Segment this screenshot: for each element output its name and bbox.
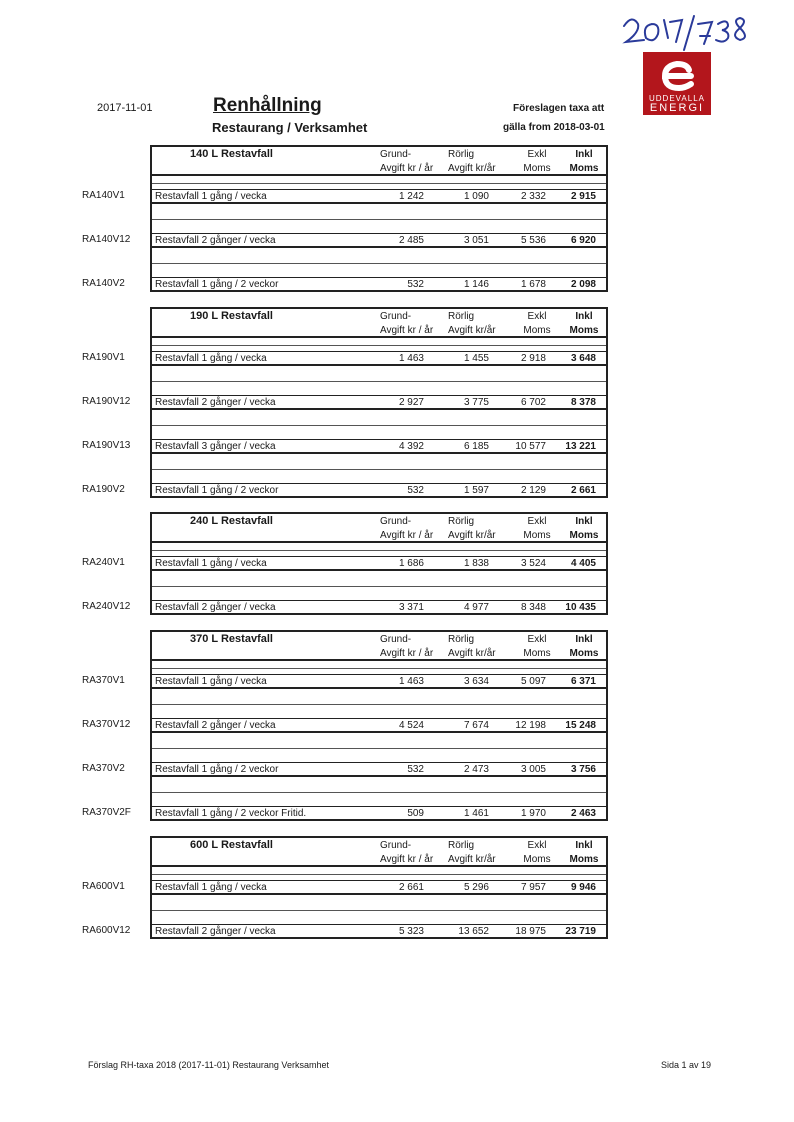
column-header-exkl: [520, 839, 554, 867]
table-row: [150, 674, 608, 689]
row-divider: [152, 586, 606, 587]
cell-exkl: 10 577: [515, 441, 546, 452]
cell-inkl: 4 405: [570, 558, 596, 569]
cell-exkl: 7 957: [520, 882, 546, 893]
column-header-line: Moms: [569, 648, 599, 659]
cell-desc: Restavfall 2 gånger / vecka: [155, 602, 276, 613]
cell-desc: Restavfall 2 gånger / vecka: [155, 235, 276, 246]
row-divider: [152, 263, 606, 264]
section-header: [150, 145, 608, 176]
column-header-inkl: [566, 515, 602, 543]
column-header-line: Grund-: [380, 634, 412, 645]
cell-inkl: 2 915: [570, 191, 596, 202]
column-header-line: Moms: [523, 854, 551, 865]
cell-inkl: 2 661: [570, 485, 596, 496]
section-header: [150, 836, 608, 867]
page-number: Sida 1 av 19: [661, 1060, 712, 1070]
cell-rorlig: 1 597: [463, 485, 489, 496]
row-divider: [152, 183, 606, 184]
cell-grund: 509: [407, 808, 424, 819]
row-divider: [152, 910, 606, 911]
table-row: [150, 924, 608, 939]
cell-grund: 1 686: [398, 558, 424, 569]
cell-exkl: 6 702: [520, 397, 546, 408]
row-spacer: [150, 204, 608, 233]
cell-inkl: 15 248: [565, 720, 596, 731]
column-header-line: Inkl: [575, 311, 593, 322]
column-header-rorlig: [448, 148, 496, 176]
rate-code: RA190V12: [82, 396, 131, 407]
column-header-exkl: [520, 515, 554, 543]
column-header-line: Grund-: [380, 311, 412, 322]
cell-grund: 532: [407, 485, 424, 496]
row-divider: [152, 550, 606, 551]
document-date: 2017-11-01: [97, 102, 153, 114]
column-header-line: Exkl: [527, 840, 547, 851]
proposal-line-2: gälla from 2018-03-01: [503, 122, 605, 133]
table-row: [150, 600, 608, 615]
column-header-line: Rörlig: [448, 516, 475, 527]
rate-code: RA140V1: [82, 190, 125, 201]
cell-exkl: 3 524: [520, 558, 546, 569]
row-spacer: [150, 867, 608, 880]
cell-rorlig: 1 146: [463, 279, 489, 290]
column-header-exkl: [520, 633, 554, 661]
cell-exkl: 1 678: [520, 279, 546, 290]
column-header-line: Exkl: [527, 149, 547, 160]
rate-code: RA240V12: [82, 601, 131, 612]
cell-rorlig: 3 775: [463, 397, 489, 408]
cell-exkl: 12 198: [515, 720, 546, 731]
table-row: [150, 806, 608, 821]
row-divider: [152, 345, 606, 346]
row-divider: [152, 874, 606, 875]
cell-desc: Restavfall 1 gång / vecka: [155, 882, 267, 893]
cell-desc: Restavfall 2 gånger / vecka: [155, 926, 276, 937]
cell-grund: 532: [407, 764, 424, 775]
column-header-line: Inkl: [575, 634, 593, 645]
column-header-line: Grund-: [380, 840, 412, 851]
table-row: [150, 351, 608, 366]
column-header-line: Inkl: [575, 840, 593, 851]
row-spacer: [150, 454, 608, 483]
row-spacer: [150, 661, 608, 674]
column-header-line: Avgift kr / år: [380, 163, 434, 174]
column-header-rorlig: [448, 839, 496, 867]
column-header-grund: [380, 310, 433, 338]
table-row: [150, 189, 608, 204]
cell-grund: 4 524: [398, 720, 424, 731]
cell-exkl: 2 129: [520, 485, 546, 496]
cell-grund: 4 392: [398, 441, 424, 452]
column-header-line: Moms: [523, 325, 551, 336]
cell-grund: 3 371: [398, 602, 424, 613]
rate-code: RA370V2F: [82, 807, 131, 818]
cell-desc: Restavfall 1 gång / vecka: [155, 353, 267, 364]
column-header-line: Inkl: [575, 516, 593, 527]
column-header-rorlig: [448, 633, 496, 661]
row-divider: [152, 748, 606, 749]
column-header-line: Avgift kr / år: [380, 530, 434, 541]
cell-inkl: 9 946: [570, 882, 596, 893]
column-header-line: Avgift kr / år: [380, 325, 434, 336]
cell-inkl: 3 648: [570, 353, 596, 364]
column-header-rorlig: [448, 515, 496, 543]
cell-rorlig: 4 977: [463, 602, 489, 613]
cell-inkl: 6 371: [570, 676, 596, 687]
row-spacer: [150, 895, 608, 924]
cell-grund: 1 242: [398, 191, 424, 202]
column-header-line: Grund-: [380, 149, 412, 160]
rate-code: RA140V2: [82, 278, 125, 289]
column-header-line: Exkl: [527, 516, 547, 527]
rate-code: RA140V12: [82, 234, 131, 245]
cell-desc: Restavfall 1 gång / vecka: [155, 558, 267, 569]
column-header-line: Moms: [569, 530, 599, 541]
row-divider: [152, 668, 606, 669]
rate-code: RA370V2: [82, 763, 125, 774]
cell-inkl: 23 719: [565, 926, 596, 937]
cell-exkl: 5 097: [520, 676, 546, 687]
cell-rorlig: 3 634: [463, 676, 489, 687]
cell-desc: Restavfall 2 gånger / vecka: [155, 397, 276, 408]
cell-grund: 1 463: [398, 353, 424, 364]
column-header-line: Avgift kr/år: [448, 854, 496, 865]
column-header-grund: [380, 515, 433, 543]
column-header-exkl: [520, 310, 554, 338]
rate-code: RA190V13: [82, 440, 131, 451]
section-header: [150, 630, 608, 661]
cell-inkl: 6 920: [570, 235, 596, 246]
cell-rorlig: 6 185: [463, 441, 489, 452]
table-row: [150, 880, 608, 895]
section-header: [150, 307, 608, 338]
column-header-line: Avgift kr / år: [380, 648, 434, 659]
cell-inkl: 10 435: [565, 602, 596, 613]
cell-grund: 532: [407, 279, 424, 290]
rate-code: RA600V12: [82, 925, 131, 936]
column-header-line: Exkl: [527, 311, 547, 322]
cell-rorlig: 7 674: [463, 720, 489, 731]
cell-grund: 2 485: [398, 235, 424, 246]
column-header-line: Rörlig: [448, 149, 475, 160]
rate-code: RA370V1: [82, 675, 125, 686]
cell-grund: 5 323: [398, 926, 424, 937]
logo-line-2: ENERGI: [649, 102, 705, 114]
cell-desc: Restavfall 1 gång / vecka: [155, 676, 267, 687]
row-spacer: [150, 366, 608, 395]
row-divider: [152, 792, 606, 793]
cell-exkl: 18 975: [515, 926, 546, 937]
cell-rorlig: 5 296: [463, 882, 489, 893]
column-header-line: Rörlig: [448, 634, 475, 645]
section-title: 190 L Restavfall: [190, 310, 273, 322]
cell-desc: Restavfall 1 gång / 2 veckor: [155, 279, 279, 290]
column-header-grund: [380, 839, 433, 867]
cell-rorlig: 1 090: [463, 191, 489, 202]
cell-rorlig: 2 473: [463, 764, 489, 775]
cell-desc: Restavfall 2 gånger / vecka: [155, 720, 276, 731]
document-subtitle: Restaurang / Verksamhet: [212, 120, 368, 135]
row-divider: [152, 381, 606, 382]
column-header-grund: [380, 148, 433, 176]
cell-exkl: 2 918: [520, 353, 546, 364]
cell-rorlig: 1 455: [463, 353, 489, 364]
table-row: [150, 483, 608, 498]
column-header-line: Rörlig: [448, 311, 475, 322]
column-header-line: Moms: [569, 325, 599, 336]
column-header-line: Inkl: [575, 149, 593, 160]
cell-inkl: 13 221: [565, 441, 596, 452]
cell-exkl: 8 348: [520, 602, 546, 613]
column-header-line: Avgift kr/år: [448, 530, 496, 541]
column-header-line: Avgift kr/år: [448, 163, 496, 174]
column-header-inkl: [566, 148, 602, 176]
cell-desc: Restavfall 1 gång / 2 veckor: [155, 485, 279, 496]
cell-exkl: 2 332: [520, 191, 546, 202]
column-header-exkl: [520, 148, 554, 176]
table-row: [150, 556, 608, 571]
cell-desc: Restavfall 3 gånger / vecka: [155, 441, 276, 452]
cell-exkl: 3 005: [520, 764, 546, 775]
column-header-line: Avgift kr / år: [380, 854, 434, 865]
cell-rorlig: 13 652: [458, 926, 489, 937]
column-header-inkl: [566, 310, 602, 338]
table-row: [150, 233, 608, 248]
cell-desc: Restavfall 1 gång / 2 veckor: [155, 764, 279, 775]
cell-grund: 2 927: [398, 397, 424, 408]
row-spacer: [150, 543, 608, 556]
row-spacer: [150, 689, 608, 718]
rate-code: RA190V2: [82, 484, 125, 495]
column-header-line: Moms: [569, 854, 599, 865]
cell-desc: Restavfall 1 gång / vecka: [155, 191, 267, 202]
column-header-line: Avgift kr/år: [448, 648, 496, 659]
table-row: [150, 762, 608, 777]
column-header-line: Moms: [569, 163, 599, 174]
cell-inkl: 2 098: [570, 279, 596, 290]
proposal-line-1: Föreslagen taxa att: [513, 103, 605, 114]
row-spacer: [150, 410, 608, 439]
column-header-line: Exkl: [527, 634, 547, 645]
cell-exkl: 5 536: [520, 235, 546, 246]
row-divider: [152, 219, 606, 220]
column-header-rorlig: [448, 310, 496, 338]
section-title: 240 L Restavfall: [190, 515, 273, 527]
column-header-line: Moms: [523, 530, 551, 541]
column-header-inkl: [566, 633, 602, 661]
rate-code: RA240V1: [82, 557, 125, 568]
column-header-line: Moms: [523, 648, 551, 659]
cell-exkl: 1 970: [520, 808, 546, 819]
section-title: 370 L Restavfall: [190, 633, 273, 645]
column-header-line: Avgift kr/år: [448, 325, 496, 336]
table-row: [150, 277, 608, 292]
table-row: [150, 439, 608, 454]
cell-grund: 1 463: [398, 676, 424, 687]
column-header-line: Rörlig: [448, 840, 475, 851]
cell-desc: Restavfall 1 gång / 2 veckor Fritid.: [155, 808, 307, 819]
row-divider: [152, 469, 606, 470]
cell-inkl: 2 463: [570, 808, 596, 819]
row-spacer: [150, 176, 608, 189]
row-divider: [152, 425, 606, 426]
column-header-inkl: [566, 839, 602, 867]
cell-rorlig: 1 461: [463, 808, 489, 819]
cell-rorlig: 1 838: [463, 558, 489, 569]
section-header: [150, 512, 608, 543]
row-spacer: [150, 571, 608, 600]
rate-code: RA600V1: [82, 881, 125, 892]
row-spacer: [150, 248, 608, 277]
cell-rorlig: 3 051: [463, 235, 489, 246]
table-row: [150, 395, 608, 410]
row-spacer: [150, 733, 608, 762]
cell-grund: 2 661: [398, 882, 424, 893]
row-divider: [152, 704, 606, 705]
column-header-grund: [380, 633, 433, 661]
rate-code: RA190V1: [82, 352, 125, 363]
section-title: 600 L Restavfall: [190, 839, 273, 851]
row-spacer: [150, 777, 608, 806]
cell-inkl: 3 756: [570, 764, 596, 775]
logo-line-1: UDDEVALLA: [649, 94, 705, 103]
footer-left: Förslag RH-taxa 2018 (2017-11-01) Restaurang Verksamhet: [88, 1060, 329, 1070]
cell-inkl: 8 378: [570, 397, 596, 408]
section-title: 140 L Restavfall: [190, 148, 273, 160]
table-row: [150, 718, 608, 733]
row-spacer: [150, 338, 608, 351]
document-title: Renhållning: [213, 95, 322, 116]
column-header-line: Grund-: [380, 516, 412, 527]
rate-code: RA370V12: [82, 719, 131, 730]
column-header-line: Moms: [523, 163, 551, 174]
